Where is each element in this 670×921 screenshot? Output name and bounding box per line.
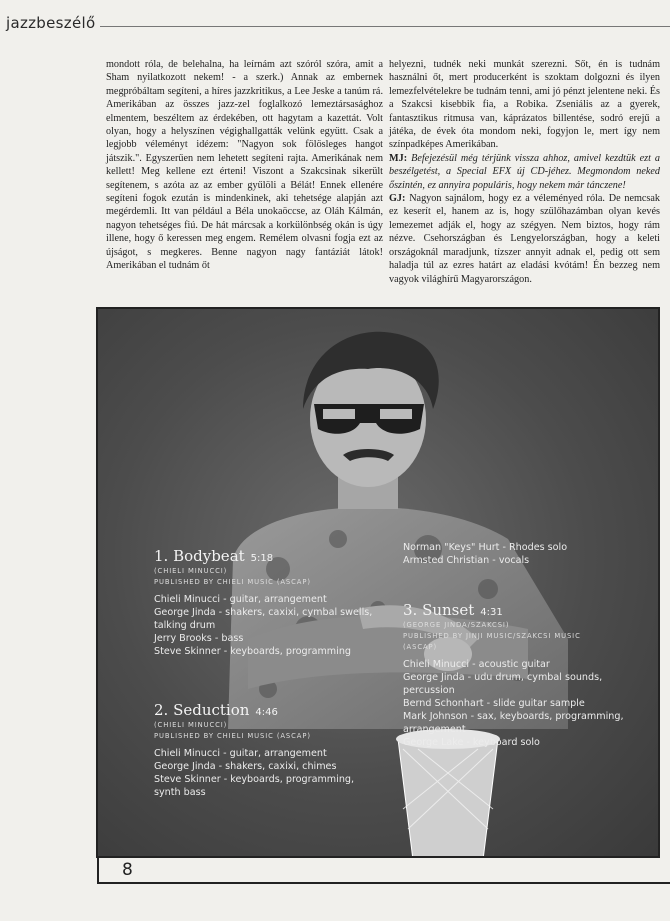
track-title xyxy=(403,601,624,619)
personnel-line: Mark Johnson - sax, keyboards, programming, xyxy=(403,711,624,722)
personnel-line: Norman "Keys" Hurt - Rhodes solo xyxy=(403,542,568,553)
track-credit: (GEORGE JINDA/SZAKCSI) xyxy=(403,621,510,629)
track-name: 3. Sunset xyxy=(403,601,475,619)
article-column-left xyxy=(106,58,383,273)
track-title xyxy=(154,547,372,565)
page-number: 8 xyxy=(122,860,133,880)
header-rule xyxy=(100,26,670,27)
track-block-bodybeat xyxy=(154,547,372,658)
footer-vertical-rule xyxy=(97,858,99,884)
track-personnel xyxy=(403,658,624,749)
page-header xyxy=(0,14,670,40)
track-personnel xyxy=(154,747,354,799)
personnel-line: Bernd Schonhart - slide guitar sample xyxy=(403,698,585,709)
personnel-line: George Jinda - shakers, caxixi, chimes xyxy=(154,761,337,772)
track-title xyxy=(154,701,354,719)
personnel-line: Chieli Minucci - acoustic guitar xyxy=(403,659,550,670)
personnel-line: Steve Skinner - keyboards, programming, xyxy=(154,774,355,785)
track-duration: 4:46 xyxy=(255,707,278,718)
question-text: Befejezésül még térjünk vissza ahhoz, amivel kezdtük ezt a beszélgetést, a Special EFX új CD-jéhez. Megmondom neked őszintén, ez annyira populáris, hogy nekem már tánczene! xyxy=(389,152,661,191)
track-credit: (CHIELI MINUCCI) xyxy=(154,567,228,575)
track-name: 2. Seduction xyxy=(154,701,250,719)
track-block-continued xyxy=(403,541,567,567)
track-duration: 4:31 xyxy=(480,607,503,618)
track-credit: PUBLISHED BY CHIELI MUSIC (ASCAP) xyxy=(154,732,311,740)
track-credit: (ASCAP) xyxy=(403,643,438,651)
section-tag: jazzbeszélő xyxy=(6,14,96,32)
personnel-line: talking drum xyxy=(154,620,216,631)
track-duration: 5:18 xyxy=(250,553,274,564)
track-name: 1. Bodybeat xyxy=(154,547,245,565)
interview-question xyxy=(389,152,660,192)
personnel-line: Jerry Brooks - bass xyxy=(154,633,244,644)
article-paragraph: mondott róla, de belehalna, ha leírnám azt szóról szóra, amit a Sham nyilatkozott nekem! - a szerk.) Annak az embernek megpróbáltam segíteni, a híres jazzkritikus, a Lee Jeske a tanúm rá. Amerikában az összes jazz-zel foglalkozó lemeztársasághoz elmentem, beszéltem az érdekében, ott hagytam a kazettát. Volt olyan, hogy a helyszínen végighallgatták velünk együtt. Csak a legjobb véleményt idézem: "Nagyon sok fölösleges hangot játszik.". Egyszerűen nem lehetett segíteni rajta. Amerikának nem kellett! Meg kellene ezt érteni! Viszont a Szakcsinak sikerült segítenem, s azóta az az ember gyűlöli a Bélát! Ennek ellenére segíteni fogok ezután is mindenkinek, aki tehetsége alapján azt megérdemli. Itt van például a Béla unokaöccse, az Oláh Kálmán, nagyon tehetséges fiú. De hát márcsak a korkülönbség okán is úgy illene, hogy ő keressen meg engem. Remélem olvasni fogja ezt az újságot, s megkeres. Benne nagyon nagy fantáziát látok! Amerikában el tudnám őt xyxy=(106,59,383,272)
answer-text: Nagyon sajnálom, hogy ez a véleményed róla. De nemcsak ez keserít el, hanem az is, hogy szülőhazámban olyan kevés lemezemet adják el, hogy az szégyen. Nem biztos, hogy rám nézve. Csehországban és Lengyelországban, hogy a keleti országoknál maradjunk, tízszer annyit adnak el, pedig ott sem haladja túl az ezres határt az eladási kvótám! Én bezzeg nem vagyok világhírű Magyarországon. xyxy=(389,193,660,285)
page-footer-rule xyxy=(97,858,670,884)
track-personnel xyxy=(154,593,372,658)
track-block-seduction xyxy=(154,701,354,799)
personnel-line: percussion xyxy=(403,685,455,696)
personnel-line: Armsted Christian - vocals xyxy=(403,555,530,566)
personnel-line: Chieli Minucci - guitar, arrangement xyxy=(154,594,327,605)
personnel-line: George Jinda - udu drum, cymbal sounds, xyxy=(403,672,603,683)
track-block-sunset xyxy=(403,601,624,749)
personnel-line: synth bass xyxy=(154,787,206,798)
speaker-label-mj: MJ: xyxy=(389,152,408,164)
personnel-line: George Jinda - shakers, caxixi, cymbal swells, xyxy=(154,607,373,618)
personnel-line: Steve Skinner - keyboards, programming xyxy=(154,646,351,657)
speaker-label-gj: GJ: xyxy=(389,193,406,205)
track-credit: PUBLISHED BY JINJI MUSIC/SZAKCSI MUSIC xyxy=(403,632,581,640)
footer-horizontal-rule xyxy=(97,882,670,884)
personnel-line: arrangement xyxy=(403,724,466,735)
article-paragraph: helyezni, tudnék neki munkát szerezni. Sőt, én is tudnám használni őt, mert producerként is szoktam dolgozni és ilyen lemezfelvételekre be tudnám tenni, ami jó pénzt jelentene neki. És a Szakcsi kisebbik fia, a Robika. Zseniális az a gyerek, fantasztikus ritmusa van, káprázatos billentése, sodró erejű a játéka, de évek óta mondom neki, fogyjon le, mert így nem színpadképes Amerikában. xyxy=(389,59,660,151)
track-personnel xyxy=(403,541,567,567)
article-column-right xyxy=(389,58,660,286)
personnel-line: Chieli Minucci - guitar, arrangement xyxy=(154,748,327,759)
personnel-line: George Lake - keyboard solo xyxy=(403,737,540,748)
track-credit: PUBLISHED BY CHIELI MUSIC (ASCAP) xyxy=(154,578,311,586)
album-photo xyxy=(96,307,660,858)
track-credit: (CHIELI MINUCCI) xyxy=(154,721,228,729)
interview-answer xyxy=(389,192,660,286)
